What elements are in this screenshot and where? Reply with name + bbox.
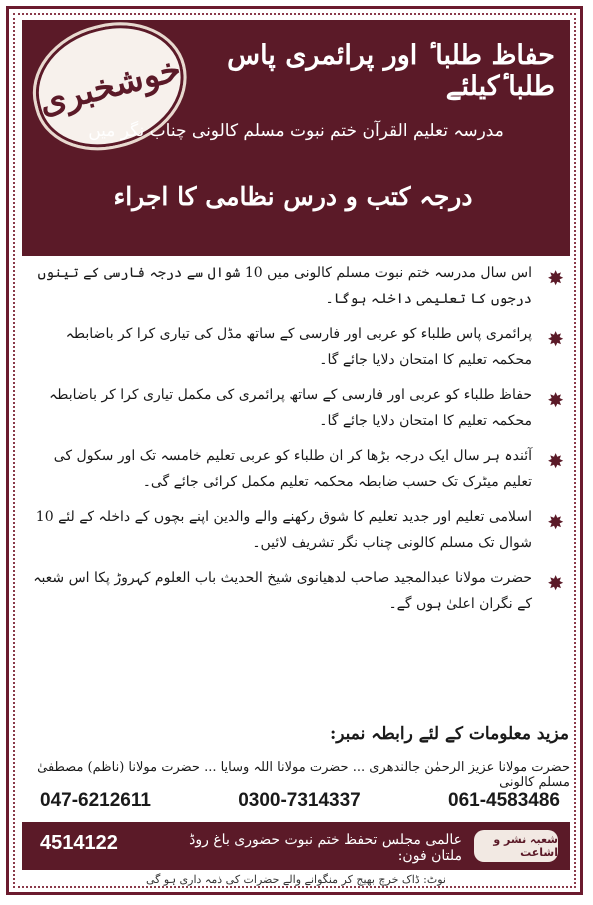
publication-badge: شعبہ نشر و اشاعت [474, 830, 558, 862]
list-item-text: آئندہ ہر سال ایک درجہ بڑھا کر ان طلباء کو عربی تعلیم خامسہ تک اور سکول کی تعلیم میٹرک تک حسب ضابطہ محکمہ تعلیم مکمل کرائی جائے گی۔ [53, 448, 532, 490]
phone-number: 0300-7314337 [238, 790, 361, 811]
list-item [28, 504, 568, 556]
star-bullet-icon: ✸ [547, 571, 564, 595]
list-item [28, 321, 568, 373]
list-item-text: اسلامی تعلیم اور جدید تعلیم کا شوق رکھنے والے والدین اپنے بچوں کے داخلہ کے لئے 10 شوال تک مسلم کالونی چناب نگر تشریف لائیں۔ [35, 509, 532, 551]
phone-number: 047-6212611 [40, 790, 151, 811]
contact-heading: مزید معلومات کے لئے رابطہ نمبر: [330, 724, 569, 744]
list-item [28, 260, 568, 312]
list-item-text: حفاظ طلباء کو عربی اور فارسی کے ساتھ پرائمری کی مکمل تیاری کرا کر باضابطہ محکمہ تعلیم کا امتحان دلایا جائے گا۔ [49, 387, 532, 429]
list-item-text: پرائمری پاس طلباء کو عربی اور فارسی کے ساتھ مڈل کی تیاری کرا کر باضابطہ محکمہ تعلیم کا امتحان دلایا جائے گا۔ [65, 326, 532, 368]
list-item-text: حضرت مولانا عبدالمجید صاحب لدھیانوی شیخ الحدیث باب العلوم کہروڑ پکا اس شعبہ کے نگران اعلیٰ ہوں گے۔ [33, 570, 532, 612]
star-bullet-icon: ✸ [547, 266, 564, 290]
star-bullet-icon: ✸ [547, 510, 564, 534]
star-bullet-icon: ✸ [547, 388, 564, 412]
phone-numbers [40, 790, 560, 812]
page-subtitle-main: درجہ کتب و درس نظامی کا اجراء [113, 182, 473, 211]
footer-phone: 4514122 [40, 832, 118, 854]
star-bullet-icon: ✸ [547, 327, 564, 351]
page-title: حفاظ طلبا ٔ اور پرائمری پاس طلبا ٔکیلئے [227, 40, 555, 102]
phone-number: 061-4583486 [448, 790, 560, 811]
footnote: نوٹ: ڈاک خرچ بھیج کر منگوانے والے حضرات کی ذمہ داری ہو گی [146, 873, 446, 886]
list-item [28, 565, 568, 617]
contact-names: حضرت مولانا عزیز الرحمٰن جالندھری ... حضرت مولانا اللہ وسایا ... حضرت مولانا (ناظم) مصطفیٰ مسلم کالونی [37, 760, 570, 790]
list-item [28, 443, 568, 495]
badge-text: خوشخبری [34, 49, 186, 123]
announcement-list [28, 260, 568, 626]
star-bullet-icon: ✸ [547, 449, 564, 473]
list-item [28, 382, 568, 434]
page-subtitle: مدرسہ تعلیم القرآن ختم نبوت مسلم کالونی چناب نگر میں [88, 121, 504, 141]
list-item-text: اس سال مدرسہ ختم نبوت مسلم کالونی میں 10 شوال سے درجہ فارسی کے تینوں درجوں کا تعلیمی داخلہ ہوگا۔ [37, 265, 532, 307]
footer-organization: عالمی مجلس تحفظ ختم نبوت حضوری باغ روڈ ملتان فون: [189, 832, 462, 864]
footer-band [22, 822, 570, 870]
